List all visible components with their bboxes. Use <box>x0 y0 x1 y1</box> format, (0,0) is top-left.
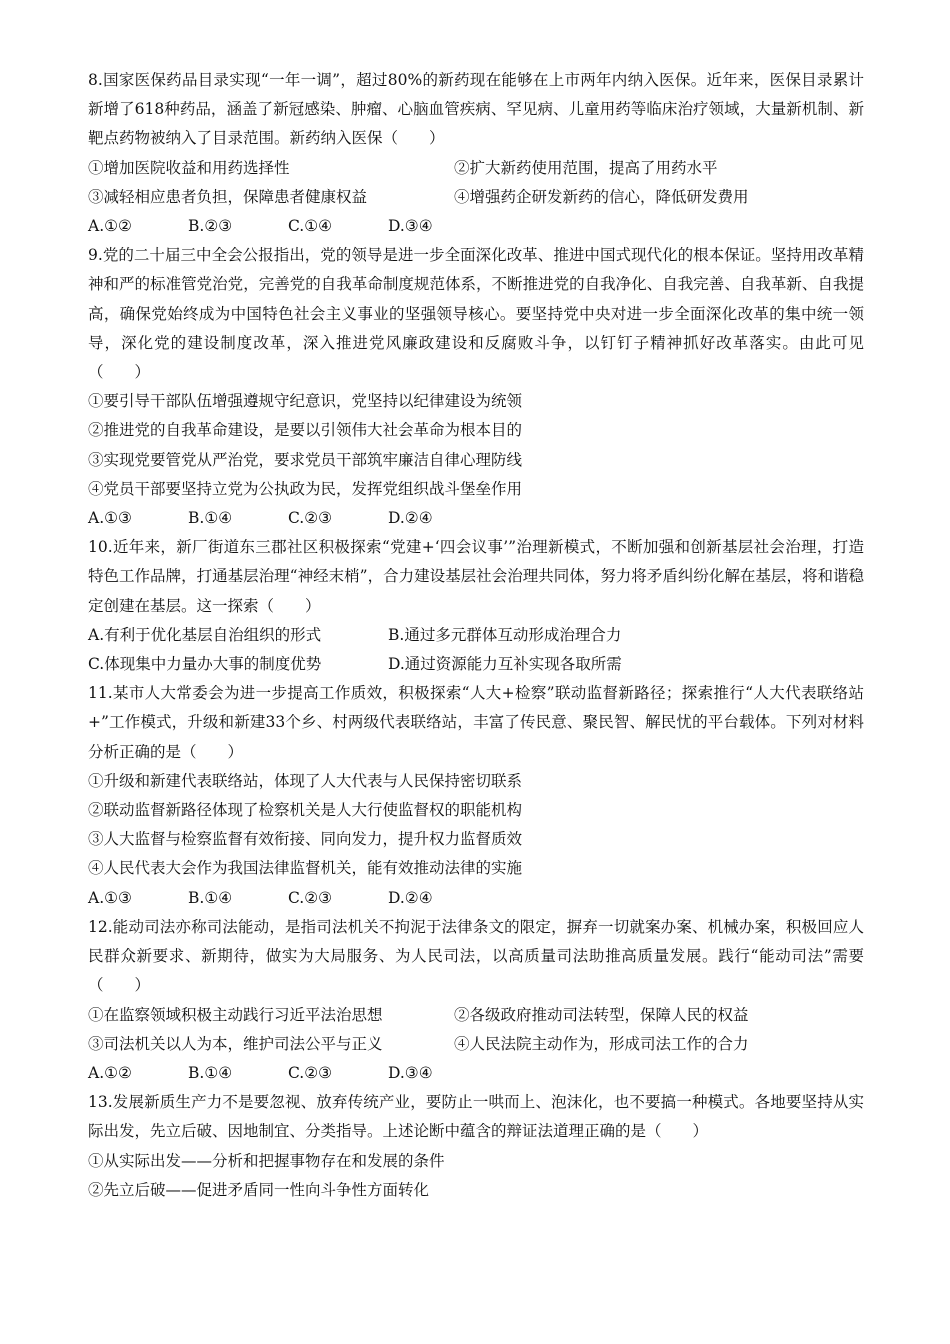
choice-a: A.①③ <box>88 509 132 528</box>
answer-choices <box>88 884 864 913</box>
answer-choices <box>88 212 864 241</box>
question-stem: 11.某市人大常委会为进一步提高工作质效，积极探索“人大+检察”联动监督新路径；探索推行“人大代表联络站+”工作模式，升级和新建33个乡、村两级代表联络站，丰富了传民意、聚民智、解民忧的平台载体。下列对材料分析正确的是（ ） <box>88 684 864 761</box>
choice-b: B.通过多元群体互动形成治理合力 <box>388 625 622 644</box>
option-1: ①在监察领域积极主动践行习近平法治思想 <box>88 1005 383 1024</box>
option-4: ④人民法院主动作为，形成司法工作的合力 <box>454 1034 749 1053</box>
option-4: ④党员干部要坚持立党为公执政为民，发挥党组织战斗堡垒作用 <box>88 479 523 498</box>
question-12 <box>88 913 864 1088</box>
choice-d: D.②④ <box>388 509 433 528</box>
choice-d: D.②④ <box>388 888 433 907</box>
choice-c: C.②③ <box>288 1063 333 1082</box>
option-1: ①升级和新建代表联络站，体现了人大代表与人民保持密切联系 <box>88 771 523 790</box>
choice-d: D.通过资源能力互补实现各取所需 <box>388 655 622 674</box>
option-4: ④增强药企研发新药的信心，降低研发费用 <box>454 187 749 206</box>
option-1: ①要引导干部队伍增强遵规守纪意识，党坚持以纪律建设为统领 <box>88 392 523 411</box>
answer-choices <box>88 1059 864 1088</box>
option-1: ①增加医院收益和用药选择性 <box>88 158 290 177</box>
choice-b: B.①④ <box>188 888 233 907</box>
choice-d: D.③④ <box>388 1063 433 1082</box>
option-3: ③司法机关以人为本，维护司法公平与正义 <box>88 1034 383 1053</box>
question-10 <box>88 533 864 679</box>
choice-d: D.③④ <box>388 217 433 236</box>
question-stem: 8.国家医保药品目录实现“一年一调”，超过80%的新药现在能够在上市两年内纳入医保。近年来，医保目录累计新增了618种药品，涵盖了新冠感染、肿瘤、心脑血管疾病、罕见病、儿童用药等临床治疗领域，大量新机制、新靶点药物被纳入了目录范围。新药纳入医保（ ） <box>88 71 864 148</box>
option-2: ②先立后破——促进矛盾同一性向斗争性方面转化 <box>88 1180 430 1199</box>
option-2: ②扩大新药使用范围，提高了用药水平 <box>454 158 718 177</box>
question-stem: 9.党的二十届三中全会公报指出，党的领导是进一步全面深化改革、推进中国式现代化的根本保证。坚持用改革精神和严的标准管党治党，完善党的自我革命制度规范体系，不断推进党的自我净化、自我完善、自我革新、自我提高，确保党始终成为中国特色社会主义事业的坚强领导核心。要坚持党中央对进一步全面深化改革的集中统一领导，深化党的建设制度改革，深入推进党风廉政建设和反腐败斗争，以钉钉子精神抓好改革落实。由此可见（ ） <box>88 246 864 382</box>
option-3: ③人大监督与检察监督有效衔接、同向发力，提升权力监督质效 <box>88 830 523 849</box>
question-stem: 13.发展新质生产力不是要忽视、放弃传统产业，要防止一哄而上、泡沫化，也不要搞一种模式。各地要坚持从实际出发，先立后破、因地制宜、分类指导。上述论断中蕴含的辩证法道理正确的是（ ） <box>88 1093 864 1141</box>
question-8 <box>88 66 864 241</box>
answer-choices <box>88 504 864 533</box>
question-stem: 12.能动司法亦称司法能动，是指司法机关不拘泥于法律条文的限定，摒弃一切就案办案、机械办案，积极回应人民群众新要求、新期待，做实为大局服务、为人民司法，以高质量司法助推高质量发展。践行“能动司法”需要（ ） <box>88 917 864 995</box>
option-1: ①从实际出发——分析和把握事物存在和发展的条件 <box>88 1151 445 1170</box>
question-13 <box>88 1088 864 1205</box>
choice-c: C.①④ <box>288 217 333 236</box>
choice-b: B.②③ <box>188 217 233 236</box>
choice-c: C.②③ <box>288 888 333 907</box>
option-2: ②推进党的自我革命建设，是要以引领伟大社会革命为根本目的 <box>88 421 523 440</box>
option-3: ③减轻相应患者负担，保障患者健康权益 <box>88 187 368 206</box>
choice-c: C.体现集中力量办大事的制度优势 <box>88 655 322 674</box>
choice-a: A.①② <box>88 1063 132 1082</box>
question-9 <box>88 241 864 533</box>
answer-choices-row-1 <box>88 621 864 650</box>
answer-choices-row-2 <box>88 650 864 679</box>
option-3: ③实现党要管党从严治党，要求党员干部筑牢廉洁自律心理防线 <box>88 450 523 469</box>
question-stem: 10.近年来，新厂街道东三郡社区积极探索“党建+‘四会议事’”治理新模式，不断加强和创新基层社会治理，打造特色工作品牌，打通基层治理“神经末梢”，合力建设基层社会治理共同体，努力将矛盾纠纷化解在基层，将和谐稳定创建在基层。这一探索（ ） <box>88 538 864 615</box>
option-2: ②联动监督新路径体现了检察机关是人大行使监督权的职能机构 <box>88 801 523 820</box>
question-11 <box>88 679 864 913</box>
option-2: ②各级政府推动司法转型，保障人民的权益 <box>454 1005 749 1024</box>
choice-a: A.有利于优化基层自治组织的形式 <box>88 625 322 644</box>
exam-page <box>88 66 864 1205</box>
choice-c: C.②③ <box>288 509 333 528</box>
choice-a: A.①② <box>88 217 132 236</box>
choice-a: A.①③ <box>88 888 132 907</box>
choice-b: B.①④ <box>188 1063 233 1082</box>
choice-b: B.①④ <box>188 509 233 528</box>
option-4: ④人民代表大会作为我国法律监督机关，能有效推动法律的实施 <box>88 859 523 878</box>
